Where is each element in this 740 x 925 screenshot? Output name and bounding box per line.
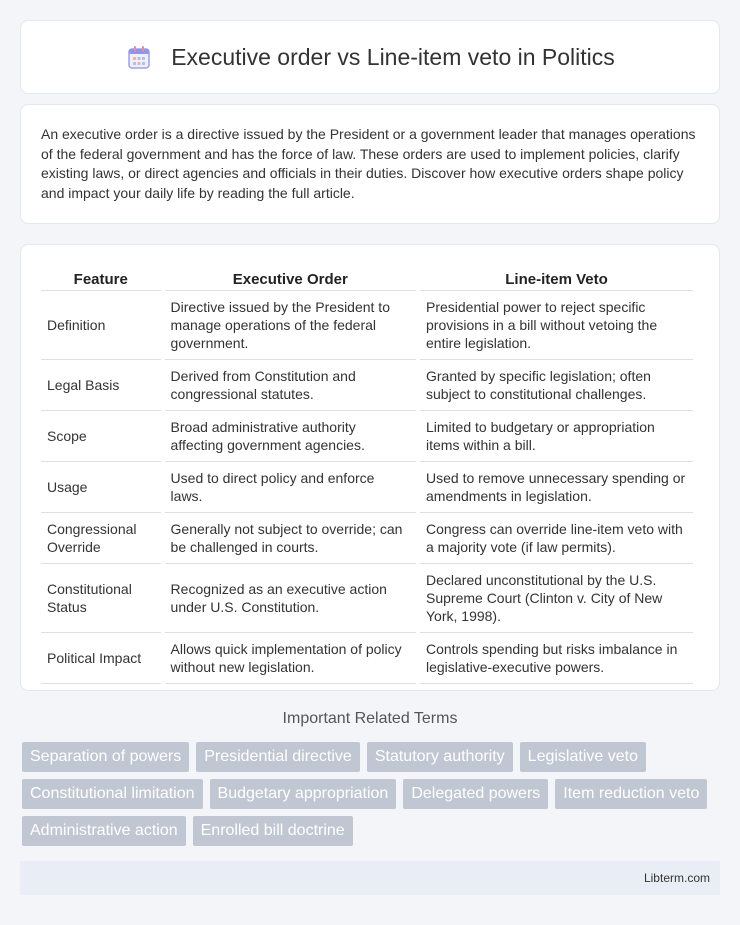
calendar-icon (125, 43, 153, 71)
feature-cell: Usage (41, 462, 161, 513)
table-row (41, 513, 693, 564)
feature-cell: Political Impact (41, 633, 161, 684)
related-terms-title: Important Related Terms (282, 710, 458, 727)
header-executive-order: Executive Order (165, 265, 416, 291)
tag-presidential-directive[interactable]: Presidential directive (196, 742, 360, 772)
executive-order-cell: Derived from Constitution and congressional statutes. (165, 360, 416, 411)
intro-card (20, 104, 720, 224)
line-item-veto-cell: Declared unconstitutional by the U.S. Supreme Court (Clinton v. City of New York, 1998). (420, 564, 693, 633)
table-row (41, 360, 693, 411)
intro-text: An executive order is a directive issued by the President or a government leader that manages operations of the federal government and has the force of law. These orders are used to implement policies, clarify existing laws, or direct agencies and officials in their duties. Discover how executive orders shape policy and impact your daily life by reading the full article. (41, 126, 696, 201)
tag-row (22, 742, 722, 772)
tag-delegated-powers[interactable]: Delegated powers (403, 779, 548, 809)
feature-cell: Definition (41, 291, 161, 360)
tag-item-reduction-veto[interactable]: Item reduction veto (555, 779, 707, 809)
table-row (41, 564, 693, 633)
tag-statutory-authority[interactable]: Statutory authority (367, 742, 513, 772)
line-item-veto-cell: Congress can override line-item veto with a majority vote (if law permits). (420, 513, 693, 564)
header-card (20, 20, 720, 94)
tag-row (22, 779, 722, 809)
line-item-veto-cell: Used to remove unnecessary spending or amendments in legislation. (420, 462, 693, 513)
feature-cell: Scope (41, 411, 161, 462)
tag-constitutional-limitation[interactable]: Constitutional limitation (22, 779, 203, 809)
line-item-veto-cell: Granted by specific legislation; often subject to constitutional challenges. (420, 360, 693, 411)
tag-budgetary-appropriation[interactable]: Budgetary appropriation (210, 779, 397, 809)
executive-order-cell: Directive issued by the President to manage operations of the federal government. (165, 291, 416, 360)
header-feature: Feature (41, 265, 161, 291)
table-row (41, 291, 693, 360)
tag-administrative-action[interactable]: Administrative action (22, 816, 186, 846)
tag-separation-of-powers[interactable]: Separation of powers (22, 742, 189, 772)
line-item-veto-cell: Limited to budgetary or appropriation items within a bill. (420, 411, 693, 462)
table-row (41, 411, 693, 462)
tag-row (22, 816, 722, 846)
tag-legislative-veto[interactable]: Legislative veto (520, 742, 646, 772)
executive-order-cell: Allows quick implementation of policy without new legislation. (165, 633, 416, 684)
feature-cell: Congressional Override (41, 513, 161, 564)
table-header-row (41, 265, 693, 291)
comparison-card (20, 244, 720, 691)
header-line-item-veto: Line-item Veto (420, 265, 693, 291)
feature-cell: Constitutional Status (41, 564, 161, 633)
page-title: Executive order vs Line-item veto in Politics (171, 43, 615, 70)
executive-order-cell: Recognized as an executive action under U.S. Constitution. (165, 564, 416, 633)
table-row (41, 633, 693, 684)
line-item-veto-cell: Controls spending but risks imbalance in legislative-executive powers. (420, 633, 693, 684)
tag-enrolled-bill-doctrine[interactable]: Enrolled bill doctrine (193, 816, 353, 846)
line-item-veto-cell: Presidential power to reject specific provisions in a bill without vetoing the entire legislation. (420, 291, 693, 360)
executive-order-cell: Used to direct policy and enforce laws. (165, 462, 416, 513)
footer (20, 861, 720, 895)
table-row (41, 462, 693, 513)
comparison-table (37, 265, 697, 684)
footer-site-link[interactable]: Libterm.com (643, 871, 710, 885)
executive-order-cell: Generally not subject to override; can be challenged in courts. (165, 513, 416, 564)
executive-order-cell: Broad administrative authority affecting government agencies. (165, 411, 416, 462)
related-terms-list (22, 742, 722, 853)
feature-cell: Legal Basis (41, 360, 161, 411)
